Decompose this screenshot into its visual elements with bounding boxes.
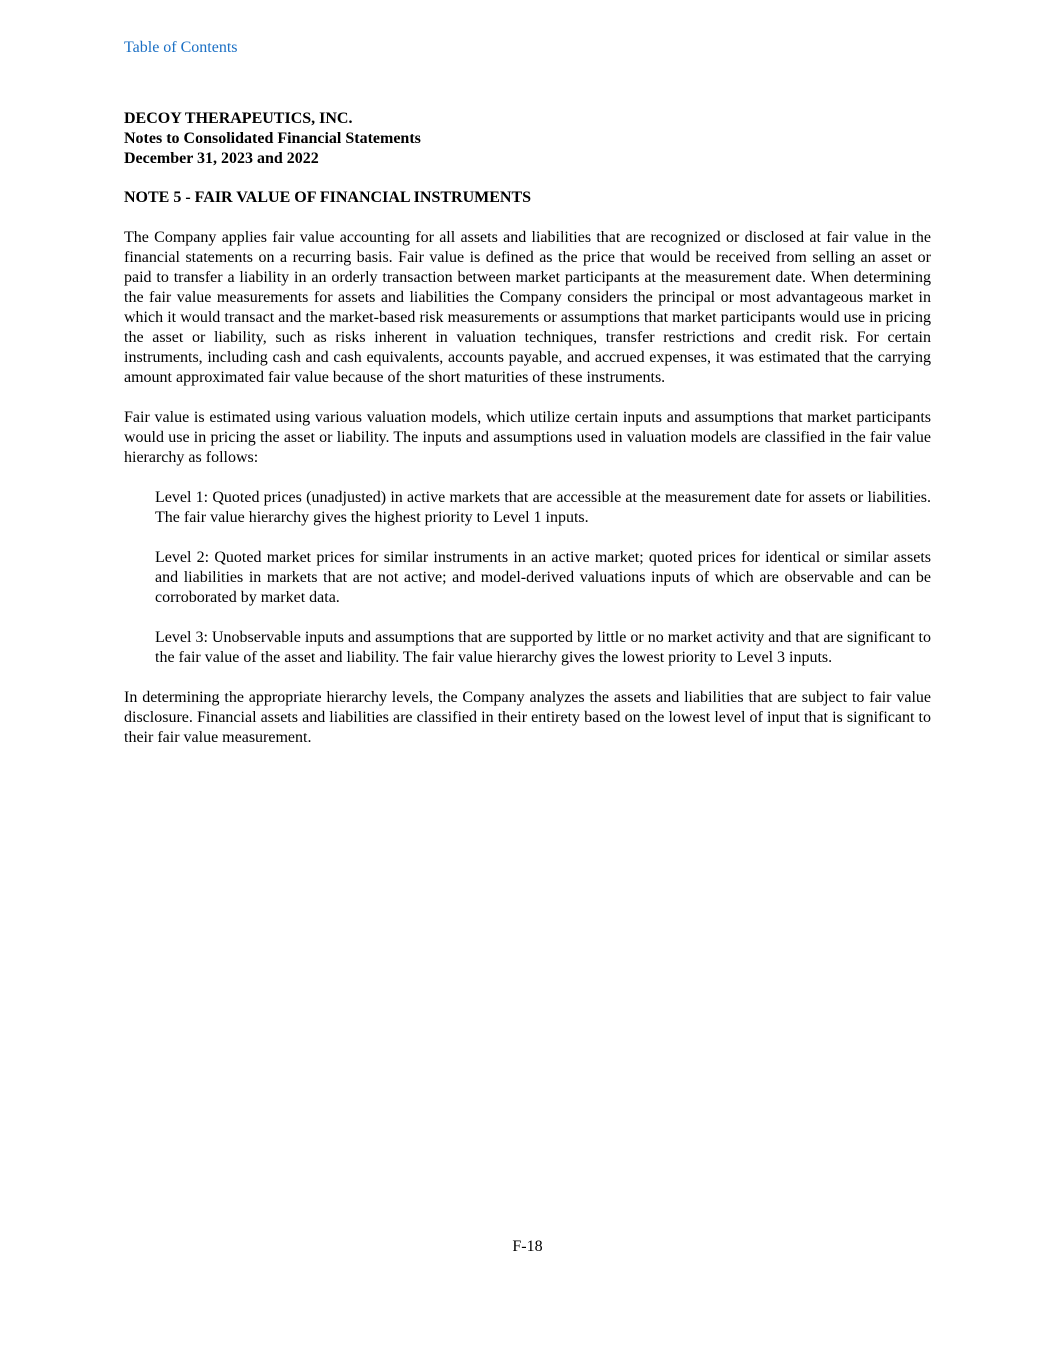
table-of-contents-link[interactable]: Table of Contents <box>124 39 238 56</box>
statement-period: December 31, 2023 and 2022 <box>124 150 319 167</box>
level-3-definition: Level 3: Unobservable inputs and assumptions that are supported by little or no market activity and that are significant to the fair value of the asset and liability. The fair value hierarchy gives the lowest priority to Level 3 inputs. <box>155 629 931 666</box>
page-number: F-18 <box>512 1238 543 1255</box>
paragraph-fair-value-accounting: The Company applies fair value accounting for all assets and liabilities that are recognized or disclosed at fair value in the financial statements on a recurring basis. Fair value is defined as the price that would be received from selling an asset or paid to transfer a liability in an orderly transaction between market participants at the measurement date. When determining the fair value measurements for assets and liabilities the Company considers the principal or most advantageous market in which it would transact and the market-based risk measurements or assumptions that market participants would use in pricing the asset or liability, such as risks inherent in valuation techniques, transfer restrictions and credit risk. For certain instruments, including cash and cash equivalents, accounts payable, and accrued expenses, it was estimated that the carrying amount approximated fair value because of the short maturities of these instruments. <box>124 229 931 386</box>
document-body <box>124 109 931 748</box>
level-1-definition: Level 1: Quoted prices (unadjusted) in active markets that are accessible at the measurement date for assets or liabilities. The fair value hierarchy gives the highest priority to Level 1 inputs. <box>155 489 931 526</box>
paragraph-hierarchy-levels: In determining the appropriate hierarchy levels, the Company analyzes the assets and liabilities that are subject to fair value disclosure. Financial assets and liabilities are classified in their entirety based on the lowest level of input that is significant to their fair value measurement. <box>124 689 931 746</box>
level-2-definition: Level 2: Quoted market prices for similar instruments in an active market; quoted prices for identical or similar assets and liabilities in markets that are not active; and model-derived valuations inputs of which are observable and can be corroborated by market data. <box>155 549 931 606</box>
company-name: DECOY THERAPEUTICS, INC. <box>124 110 353 127</box>
paragraph-valuation-models: Fair value is estimated using various valuation models, which utilize certain inputs and assumptions that market participants would use in pricing the asset or liability. The inputs and assumptions used in valuation models are classified in the fair value hierarchy as follows: <box>124 409 931 466</box>
note-title: NOTE 5 - FAIR VALUE OF FINANCIAL INSTRUMENTS <box>124 189 532 206</box>
statement-subtitle: Notes to Consolidated Financial Statements <box>124 130 421 147</box>
